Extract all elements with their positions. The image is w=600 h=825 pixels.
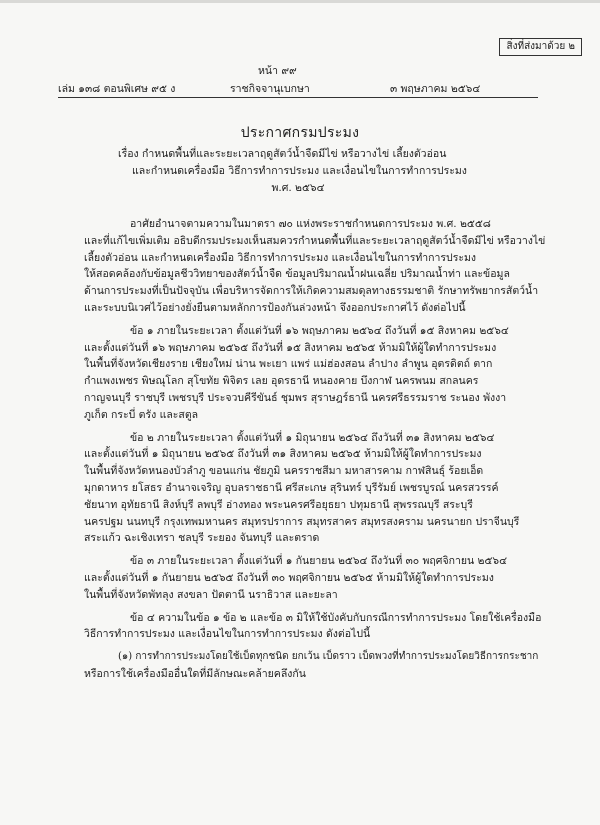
text-line: อาศัยอำนาจตามความในมาตรา ๗๐ แห่งพระราชกำหนดการประมง พ.ศ. ๒๕๕๘ [130,218,491,230]
clause-4 [84,610,546,644]
announcement-title: ประกาศกรมประมง [240,125,360,141]
text-line: และตั้งแต่วันที่ ๑ กันยายน ๒๕๖๕ ถึงวันที่ ๓๐ พฤศจิกายน ๒๕๖๕ ห้ามมิให้ผู้ใดทำการประมง [84,571,494,584]
subject-line: เรื่อง กำหนดพื้นที่และระยะเวลาฤดูสัตว์น้ำจืดมีไข่ หรือวางไข่ เลี้ยงตัวอ่อน [118,148,447,160]
text-line: สระแก้ว ฉะเชิงเทรา ชลบุรี ระยอง จันทบุรี และตราด [84,532,320,545]
scan-edge [0,0,600,3]
attachment-stamp: สิ่งที่ส่งมาด้วย ๒ [499,38,582,56]
announcement-subject [118,146,518,197]
clause-4-item-1 [84,649,546,683]
text-line: ให้สอดคล้องกับข้อมูลชีววิทยาของสัตว์น้ำจืด ข้อมูลปริมาณน้ำฝนเฉลี่ย ปริมาณน้ำท่า และข้อมูล [84,268,510,281]
clause-3 [84,553,546,603]
text-line: (๑) การทำการประมงโดยใช้เบ็ดทุกชนิด ยกเว้น เบ็ดราว เบ็ดพวงที่ทำการประมงโดยวิธีการกระชาก [118,651,539,663]
clause-1 [84,323,546,424]
gazette-header [58,62,558,102]
gazette-name: ราชกิจจานุเบกษา [230,83,310,95]
text-line: และระบบนิเวศไว้อย่างยั่งยืนตามหลักการป้องกันล่วงหน้า จึงออกประกาศไว้ ดังต่อไปนี้ [84,301,466,314]
text-line: ข้อ ๔ ความในข้อ ๑ ข้อ ๒ และข้อ ๓ มิให้ใช้บังคับกับกรณีการทำการประมง โดยใช้เครื่องมือ [130,611,542,624]
text-line: วิธีการทำการประมง และเงื่อนไขในการทำการประมง ดังต่อไปนี้ [84,628,371,641]
text-line: ในพื้นที่จังหวัดหนองบัวลำภู ขอนแก่น ชัยภูมิ นครราชสีมา มหาสารคาม กาฬสินธุ์ ร้อยเอ็ด [84,465,484,478]
text-line: ด้านการประมงที่เป็นปัจจุบัน เพื่อบริหารจัดการให้เกิดความสมดุลทางธรรมชาติ รักษาทรัพยากรสัตว์น้ำ [84,285,539,298]
gazette-volume: เล่ม ๑๓๘ ตอนพิเศษ ๙๕ ง [58,83,176,95]
preamble-paragraph [84,216,546,317]
gazette-date: ๓ พฤษภาคม ๒๕๖๔ [390,83,481,95]
text-line: ข้อ ๓ ภายในระยะเวลา ตั้งแต่วันที่ ๑ กันยายน ๒๕๖๔ ถึงวันที่ ๓๐ พฤศจิกายน ๒๕๖๔ [130,555,508,568]
header-divider [58,97,538,98]
text-line: และตั้งแต่วันที่ ๑๖ พฤษภาคม ๒๕๖๕ ถึงวันที่ ๑๕ สิงหาคม ๒๕๖๕ ห้ามมิให้ผู้ใดทำการประมง [84,341,497,354]
text-line: และที่แก้ไขเพิ่มเติม อธิบดีกรมประมงเห็นสมควรกำหนดพื้นที่และระยะเวลาฤดูสัตว์น้ำจืดมีไข่ หรือวางไข่ [84,234,546,247]
text-line: ชัยนาท อุทัยธานี สิงห์บุรี ลพบุรี อ่างทอง พระนครศรีอยุธยา ปทุมธานี สุพรรณบุรี สระบุรี [84,498,473,511]
text-line: ในพื้นที่จังหวัดพัทลุง สงขลา ปัตตานี นราธิวาส และยะลา [84,588,338,601]
text-line: กำแพงเพชร พิษณุโลก สุโขทัย พิจิตร เลย อุดรธานี หนองคาย บึงกาฬ นครพนม สกลนคร [84,375,479,388]
announcement-body [84,216,546,683]
text-line: มุกดาหาร ยโสธร อำนาจเจริญ อุบลราชธานี ศรีสะเกษ สุรินทร์ บุรีรัมย์ เพชรบูรณ์ นครสวรรค์ [84,481,499,494]
text-line: ข้อ ๒ ภายในระยะเวลา ตั้งแต่วันที่ ๑ มิถุนายน ๒๕๖๔ ถึงวันที่ ๓๑ สิงหาคม ๒๕๖๔ [130,431,495,444]
text-line: นครปฐม นนทบุรี กรุงเทพมหานคร สมุทรปราการ สมุทรสาคร สมุทรสงคราม นครนายก ปราจีนบุรี [84,515,520,528]
text-line: ภูเก็ต กระบี่ ตรัง และสตูล [84,408,199,421]
text-line: หรือการใช้เครื่องมืออื่นใดที่มีลักษณะคล้ายคลึงกัน [84,667,306,680]
gazette-page-number: หน้า ๙๙ [258,65,297,77]
subject-line: และกำหนดเครื่องมือ วิธีการทำการประมง และเงื่อนไขในการทำการประมง [132,165,467,177]
clause-2 [84,430,546,548]
text-line: เลี้ยงตัวอ่อน และกำหนดเครื่องมือ วิธีการทำการประมง และเงื่อนไขในการทำการประมง [84,251,477,264]
text-line: ในพื้นที่จังหวัดเชียงราย เชียงใหม่ น่าน พะเยา แพร่ แม่ฮ่องสอน ลำปาง ลำพูน อุตรดิตถ์ ตาก [84,358,493,371]
text-line: กาญจนบุรี ราชบุรี เพชรบุรี ประจวบคีรีขันธ์ ชุมพร สุราษฎร์ธานี นครศรีธรรมราช ระนอง พังงา [84,391,507,404]
text-line: และตั้งแต่วันที่ ๑ มิถุนายน ๒๕๖๕ ถึงวันที่ ๓๑ สิงหาคม ๒๕๖๕ ห้ามมิให้ผู้ใดทำการประมง [84,448,482,461]
subject-year: พ.ศ. ๒๕๖๔ [271,182,325,194]
text-line: ข้อ ๑ ภายในระยะเวลา ตั้งแต่วันที่ ๑๖ พฤษภาคม ๒๕๖๔ ถึงวันที่ ๑๕ สิงหาคม ๒๕๖๔ [130,324,509,337]
